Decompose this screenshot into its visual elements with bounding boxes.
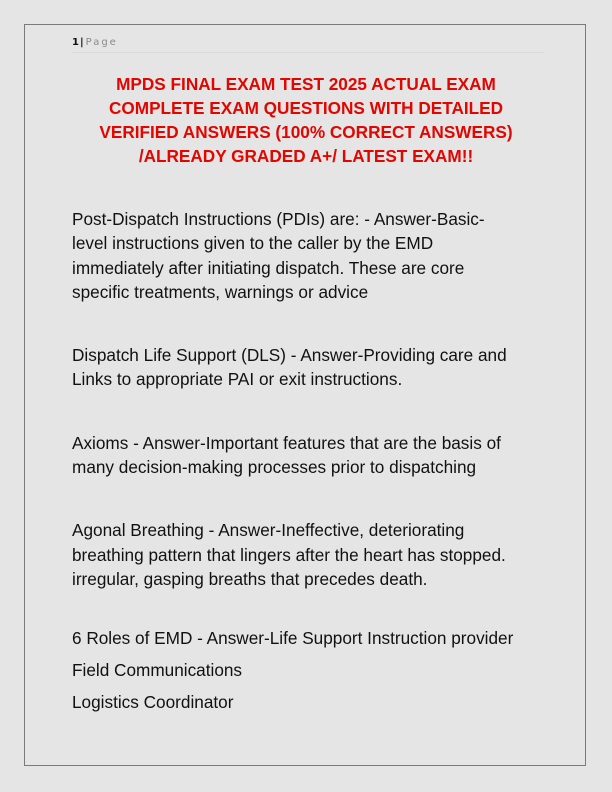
title-line: VERIFIED ANSWERS (100% CORRECT ANSWERS) [99, 122, 513, 142]
page-label: Page [85, 37, 118, 48]
qa-entry-roles-of-emd [72, 622, 552, 718]
title-line: MPDS FINAL EXAM TEST 2025 ACTUAL EXAM [116, 74, 496, 94]
entry-line: Agonal Breathing - Answer-Ineffective, deteriorating [72, 520, 465, 541]
document-page [24, 24, 586, 766]
page-number: 1 [72, 37, 79, 48]
page-header [72, 36, 544, 53]
entry-line: Axioms - Answer-Important features that are the basis of [72, 432, 501, 453]
entry-line: Post-Dispatch Instructions (PDIs) are: - Answer-Basic- [72, 209, 485, 229]
entry-line: specific treatments, warnings or advice [72, 281, 369, 302]
qa-entry-agonal-breathing [72, 518, 552, 591]
page-separator: | [79, 37, 84, 48]
entry-line: Logistics Coordinator [72, 692, 234, 713]
entry-line: level instructions given to the caller by the EMD [72, 233, 434, 254]
entry-line: Field Communications [72, 660, 243, 681]
entry-line: Links to appropriate PAI or exit instructions. [72, 369, 403, 390]
qa-entry-pdis [72, 207, 552, 304]
entry-line: breathing pattern that lingers after the heart has stopped. [72, 544, 506, 565]
title-line: /ALREADY GRADED A+/ LATEST EXAM!! [138, 146, 474, 166]
title-line: COMPLETE EXAM QUESTIONS WITH DETAILED [108, 98, 504, 118]
entry-line: irregular, gasping breaths that precedes death. [72, 568, 428, 589]
entry-line: many decision-making processes prior to dispatching [72, 457, 477, 478]
qa-entry-dls [72, 343, 552, 392]
entry-line: 6 Roles of EMD - Answer-Life Support Instruction provider [72, 628, 514, 649]
document-title [49, 72, 563, 168]
qa-entry-axioms [72, 431, 552, 480]
entry-line: Dispatch Life Support (DLS) - Answer-Providing care and [72, 345, 507, 366]
document-body [72, 207, 552, 718]
entry-line: immediately after initiating dispatch. These are core [72, 257, 465, 278]
